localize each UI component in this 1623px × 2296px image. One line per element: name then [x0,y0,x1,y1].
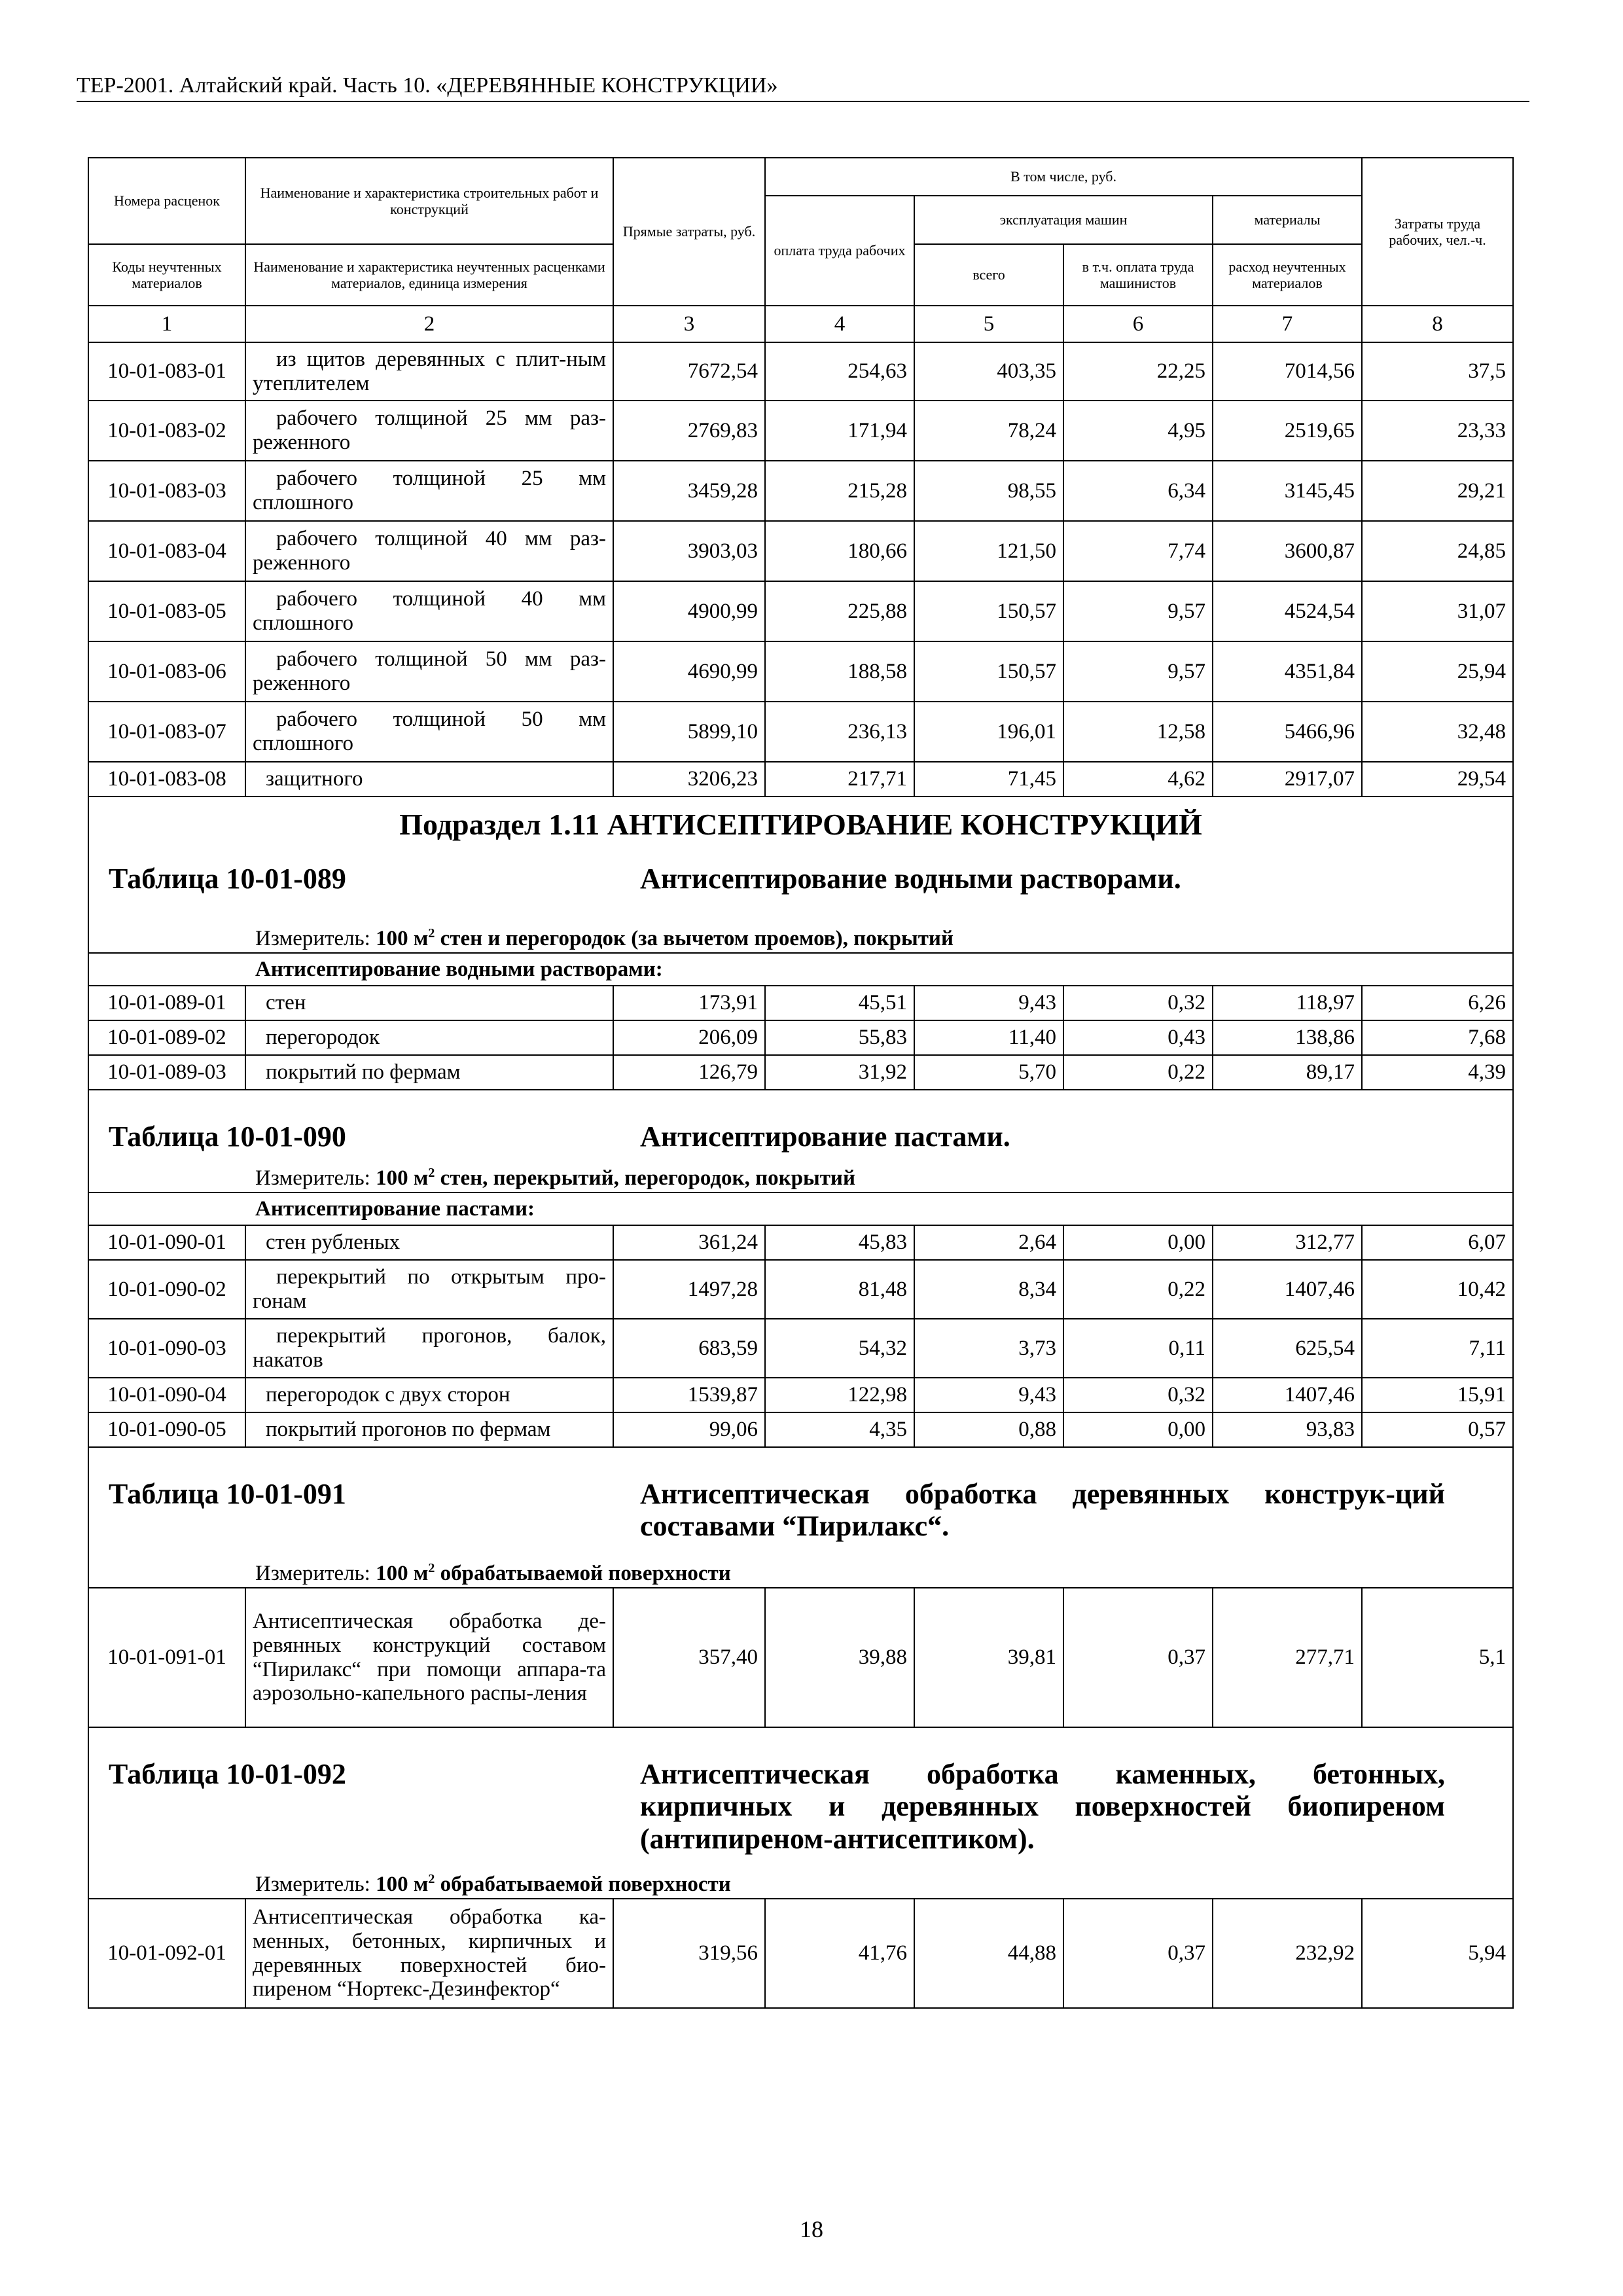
table-row [88,641,1513,702]
rate-name: рабочего толщиной 50 мм раз-реженного [245,641,613,702]
rate-value: 236,13 [765,702,914,762]
rate-name: Антисептическая обработка де-ревянных конструкций составом “Пирилакс“ при помощи аппара-та аэрозольно-капельного распы-ления [245,1588,613,1727]
rate-value: 0,00 [1063,1225,1213,1260]
rate-code: 10-01-089-02 [88,1020,245,1055]
rate-code: 10-01-090-03 [88,1319,245,1378]
rate-value: 0,11 [1063,1319,1213,1378]
rate-value: 41,76 [765,1899,914,2008]
rate-value: 215,28 [765,461,914,521]
rate-value: 217,71 [765,762,914,797]
rate-value: 171,94 [765,401,914,461]
table-row [88,986,1513,1020]
measure-label: Измеритель: [255,1873,370,1897]
rate-value: 9,43 [914,1378,1063,1412]
rate-value: 7014,56 [1213,342,1362,401]
rate-value: 4351,84 [1213,641,1362,702]
rate-value: 403,35 [914,342,1063,401]
rate-value: 1407,46 [1213,1260,1362,1319]
table-row [88,1319,1513,1378]
rate-value: 150,57 [914,641,1063,702]
rate-value: 11,40 [914,1020,1063,1055]
measure-sup: 2 [428,1872,435,1887]
rate-value: 4,95 [1063,401,1213,461]
rate-name: рабочего толщиной 40 мм раз-реженного [245,521,613,581]
rate-code: 10-01-083-07 [88,702,245,762]
rate-value: 232,92 [1213,1899,1362,2008]
header-materials: материалы [1213,196,1362,244]
rate-name: рабочего толщиной 50 мм сплошного [245,702,613,762]
rate-value: 206,09 [613,1020,765,1055]
rate-value: 2,64 [914,1225,1063,1260]
subsection-title: Подраздел 1.11 АНТИСЕПТИРОВАНИЕ КОНСТРУКЦИЙ [399,808,1202,841]
rate-value: 0,88 [914,1412,1063,1447]
rate-value: 150,57 [914,581,1063,641]
col-number: 5 [914,306,1063,342]
rate-name: перегородок с двух сторон [245,1378,613,1412]
measure-rest: обрабатываемой поверхности [435,1562,731,1586]
rate-value: 15,91 [1362,1378,1513,1412]
rate-value: 3,73 [914,1319,1063,1378]
rate-value: 225,88 [765,581,914,641]
header-machines-labor: в т.ч. оплата труда машинистов [1063,244,1213,306]
table-row [88,1225,1513,1260]
rate-code: 10-01-083-03 [88,461,245,521]
rate-value: 37,5 [1362,342,1513,401]
rate-value: 0,22 [1063,1260,1213,1319]
table-row [88,1899,1513,2008]
rate-value: 1497,28 [613,1260,765,1319]
measure-label: Измеритель: [255,1166,370,1191]
rate-value: 122,98 [765,1378,914,1412]
rate-value: 319,56 [613,1899,765,2008]
rate-code: 10-01-089-03 [88,1055,245,1090]
rate-value: 0,57 [1362,1412,1513,1447]
header-materials-unacc: расход неучтенных материалов [1213,244,1362,306]
table-row [88,1055,1513,1090]
rate-value: 44,88 [914,1899,1063,2008]
measure-value: 100 м [376,1166,429,1191]
rate-value: 2769,83 [613,401,765,461]
rate-value: 9,57 [1063,641,1213,702]
page-number: 18 [800,2216,823,2242]
rate-code: 10-01-083-08 [88,762,245,797]
rate-value: 254,63 [765,342,914,401]
rate-value: 24,85 [1362,521,1513,581]
header-incl: В том числе, руб. [765,158,1362,196]
table-row [88,581,1513,641]
rate-value: 6,07 [1362,1225,1513,1260]
rate-value: 0,43 [1063,1020,1213,1055]
rate-value: 3903,03 [613,521,765,581]
rate-value: 81,48 [765,1260,914,1319]
table-title: Антисептическая обработка деревянных конструк-ций составами “Пирилакс“. [640,1478,1445,1543]
rate-value: 25,94 [1362,641,1513,702]
rate-value: 173,91 [613,986,765,1020]
rate-value: 196,01 [914,702,1063,762]
rate-code: 10-01-090-02 [88,1260,245,1319]
rate-value: 357,40 [613,1588,765,1727]
rate-value: 31,07 [1362,581,1513,641]
table-title: Антисептирование водными растворами. [640,862,1181,895]
rate-value: 3206,23 [613,762,765,797]
measure-unit [89,1163,855,1191]
rates-table [88,157,1514,2009]
col-number: 2 [245,306,613,342]
rate-value: 0,22 [1063,1055,1213,1090]
rate-value: 4,62 [1063,762,1213,797]
rate-value: 5,94 [1362,1899,1513,2008]
table-number: Таблица 10-01-091 [109,1478,346,1510]
header-machines-total: всего [914,244,1063,306]
rate-value: 2917,07 [1213,762,1362,797]
rate-value: 1539,87 [613,1378,765,1412]
rate-value: 4690,99 [613,641,765,702]
measure-rest: стен и перегородок (за вычетом проемов), покрытий [435,927,954,951]
rate-name: из щитов деревянных с плит-ным утеплителем [245,342,613,401]
measure-sup: 2 [428,1561,435,1576]
rate-value: 138,86 [1213,1020,1362,1055]
rate-value: 98,55 [914,461,1063,521]
header-name-unacc: Наименование и характеристика неучтенных расценками материалов, единица измерения [245,244,613,306]
rate-value: 277,71 [1213,1588,1362,1727]
rate-value: 29,54 [1362,762,1513,797]
rate-value: 55,83 [765,1020,914,1055]
rate-value: 3600,87 [1213,521,1362,581]
rate-value: 4900,99 [613,581,765,641]
rate-value: 99,06 [613,1412,765,1447]
rate-value: 0,32 [1063,1378,1213,1412]
rate-value: 54,32 [765,1319,914,1378]
rate-value: 3145,45 [1213,461,1362,521]
rate-name: перегородок [245,1020,613,1055]
rate-name: перекрытий по открытым про-гонам [245,1260,613,1319]
table-row [88,342,1513,401]
rate-value: 7,68 [1362,1020,1513,1055]
rate-value: 39,81 [914,1588,1063,1727]
measure-unit [89,1869,731,1897]
col-number: 8 [1362,306,1513,342]
measure-value: 100 м [376,1562,429,1586]
rate-code: 10-01-083-01 [88,342,245,401]
table-row [88,461,1513,521]
rate-value: 1407,46 [1213,1378,1362,1412]
rate-value: 6,34 [1063,461,1213,521]
measure-sup: 2 [428,926,435,941]
table-row [88,1378,1513,1412]
measure-value: 100 м [376,927,429,951]
rate-value: 180,66 [765,521,914,581]
col-number: 6 [1063,306,1213,342]
table-title: Антисептическая обработка каменных, бетонных, кирпичных и деревянных поверхностей биопиреном (антипиреном-антисептиком). [640,1758,1445,1855]
rate-name: перекрытий прогонов, балок, накатов [245,1319,613,1378]
rate-value: 89,17 [1213,1055,1362,1090]
rate-value: 361,24 [613,1225,765,1260]
rate-name: стен рубленых [245,1225,613,1260]
measure-rest: стен, перекрытий, перегородок, покрытий [435,1166,855,1191]
group-heading: Антисептирование водными растворами: [88,953,1513,986]
header-labor: оплата труда рабочих [765,196,914,306]
rate-value: 9,43 [914,986,1063,1020]
rate-value: 312,77 [1213,1225,1362,1260]
header-machines: эксплуатация машин [914,196,1213,244]
measure-sup: 2 [428,1166,435,1181]
rate-value: 625,54 [1213,1319,1362,1378]
rate-value: 0,37 [1063,1899,1213,2008]
rate-code: 10-01-089-01 [88,986,245,1020]
measure-label: Измеритель: [255,1562,370,1586]
table-row [88,1020,1513,1055]
rate-value: 5466,96 [1213,702,1362,762]
col-number: 1 [88,306,245,342]
rate-value: 118,97 [1213,986,1362,1020]
rate-value: 683,59 [613,1319,765,1378]
rate-value: 6,26 [1362,986,1513,1020]
rate-name: рабочего толщиной 40 мм сплошного [245,581,613,641]
rate-value: 32,48 [1362,702,1513,762]
rate-value: 8,34 [914,1260,1063,1319]
rate-value: 0,37 [1063,1588,1213,1727]
rate-value: 0,00 [1063,1412,1213,1447]
rate-value: 5899,10 [613,702,765,762]
rate-code: 10-01-083-04 [88,521,245,581]
table-number: Таблица 10-01-089 [109,862,346,895]
table-row [88,762,1513,797]
header-workers: Затраты труда рабочих, чел.-ч. [1362,158,1513,306]
table-row [88,521,1513,581]
rate-value: 4524,54 [1213,581,1362,641]
rate-code: 10-01-090-05 [88,1412,245,1447]
rate-value: 45,83 [765,1225,914,1260]
rate-value: 2519,65 [1213,401,1362,461]
col-number: 7 [1213,306,1362,342]
rate-value: 5,1 [1362,1588,1513,1727]
rate-code: 10-01-083-05 [88,581,245,641]
table-row [88,1260,1513,1319]
table-number: Таблица 10-01-092 [109,1758,346,1790]
rate-value: 4,35 [765,1412,914,1447]
rate-value: 93,83 [1213,1412,1362,1447]
header-direct-costs: Прямые затраты, руб. [613,158,765,306]
measure-label: Измеритель: [255,927,370,951]
measure-rest: обрабатываемой поверхности [435,1873,731,1897]
rate-name: стен [245,986,613,1020]
rate-value: 29,21 [1362,461,1513,521]
measure-unit [89,924,954,951]
rate-name: покрытий по фермам [245,1055,613,1090]
header-codes-unacc: Коды неучтенных материалов [88,244,245,306]
rate-value: 4,39 [1362,1055,1513,1090]
group-heading: Антисептирование пастами: [88,1193,1513,1225]
table-title: Антисептирование пастами. [640,1121,1010,1153]
table-row [88,1588,1513,1727]
rate-value: 22,25 [1063,342,1213,401]
rate-value: 7,74 [1063,521,1213,581]
rate-value: 188,58 [765,641,914,702]
rate-code: 10-01-090-01 [88,1225,245,1260]
header-codes: Номера расценок [88,158,245,244]
running-head: ТЕР-2001. Алтайский край. Часть 10. «ДЕРЕВЯННЫЕ КОНСТРУКЦИИ» [77,73,1529,102]
rate-value: 78,24 [914,401,1063,461]
rate-code: 10-01-090-04 [88,1378,245,1412]
header-name: Наименование и характеристика строительных работ и конструкций [245,158,613,244]
rate-value: 3459,28 [613,461,765,521]
rate-value: 10,42 [1362,1260,1513,1319]
col-number: 4 [765,306,914,342]
rate-value: 0,32 [1063,986,1213,1020]
rate-value: 126,79 [613,1055,765,1090]
rate-value: 5,70 [914,1055,1063,1090]
rate-code: 10-01-083-06 [88,641,245,702]
measure-unit [89,1558,731,1586]
rate-value: 39,88 [765,1588,914,1727]
rate-name: рабочего толщиной 25 мм раз-реженного [245,401,613,461]
table-row [88,401,1513,461]
rate-code: 10-01-092-01 [88,1899,245,2008]
rate-value: 71,45 [914,762,1063,797]
table-row [88,702,1513,762]
rate-value: 9,57 [1063,581,1213,641]
table-row [88,1412,1513,1447]
rate-value: 45,51 [765,986,914,1020]
rate-value: 12,58 [1063,702,1213,762]
rate-value: 7,11 [1362,1319,1513,1378]
table-number: Таблица 10-01-090 [109,1121,346,1153]
rate-name: защитного [245,762,613,797]
rate-name: покрытий прогонов по фермам [245,1412,613,1447]
rate-name: рабочего толщиной 25 мм сплошного [245,461,613,521]
rate-value: 7672,54 [613,342,765,401]
col-number: 3 [613,306,765,342]
measure-value: 100 м [376,1873,429,1897]
rate-code: 10-01-091-01 [88,1588,245,1727]
rate-name: Антисептическая обработка ка-менных, бетонных, кирпичных и деревянных поверхностей био-пиреном “Нортекс-Дезинфектор“ [245,1899,613,2008]
rate-value: 121,50 [914,521,1063,581]
rate-code: 10-01-083-02 [88,401,245,461]
rate-value: 23,33 [1362,401,1513,461]
rate-value: 31,92 [765,1055,914,1090]
